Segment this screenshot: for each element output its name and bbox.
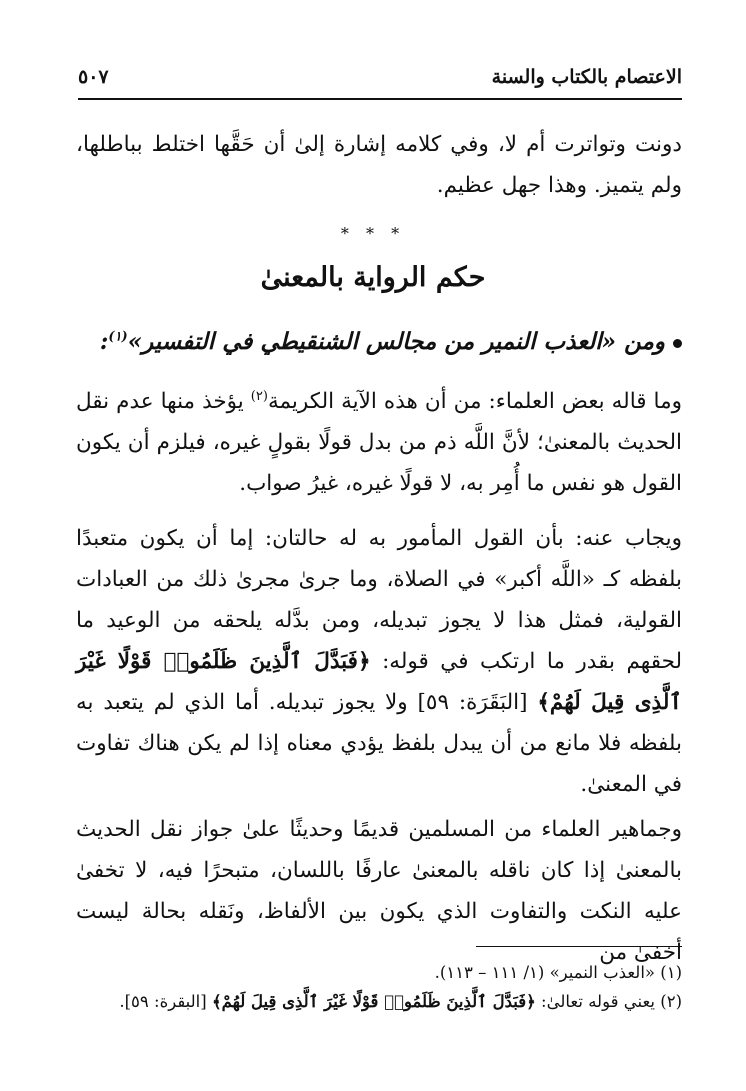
claim-text-b: يؤخذ منها عدم نقل الحديث بالمعنىٰ؛ لأنَّ اللَّه ذم من بدل قولًا بقولٍ غيره، فيلزم أن يكون القول هو نفس ما أُمِر به، لا قولًا غيره، غيرُ صواب. — [76, 389, 682, 496]
source-colon: : — [99, 328, 109, 355]
paragraph-answer — [76, 518, 682, 805]
source-line — [76, 328, 682, 355]
footnote-rule — [476, 946, 682, 947]
footnote-ref-1: (١) — [108, 329, 128, 345]
page-number: ٥٠٧ — [78, 66, 109, 88]
paragraph-claim — [76, 381, 682, 504]
running-title: الاعتصام بالكتاب والسنة — [491, 66, 682, 88]
source-title: ومن «العذب النمير من مجالس الشنقيطي في التفسير» — [127, 328, 665, 355]
section-title: حكم الرواية بالمعنىٰ — [260, 262, 486, 293]
footnote-ref-2: (٢) — [250, 388, 268, 404]
footnote-2-verse: ﴿فَبَدَّلَ ٱلَّذِينَ ظَلَمُوا۟ قَوْلًا غَيْرَ ٱلَّذِى قِيلَ لَهُمْ﴾ — [211, 992, 536, 1011]
footnote-2-ref: [البقرة: ٥٩]. — [119, 992, 212, 1011]
bullet-icon — [673, 339, 682, 348]
section-separator: * * * — [340, 224, 406, 243]
verse-reference: [البَقَرَة: ٥٩] — [407, 690, 538, 715]
answer-text-b: ولا يجوز تبديله. أما الذي لم يتعبد به بلفظه فلا مانع من أن يبدل بلفظ يؤدي معناه إذا لم يكن هناك تفاوت في المعنىٰ. — [76, 690, 682, 797]
footnote-2 — [76, 987, 682, 1016]
footnotes — [76, 958, 682, 1016]
header-rule — [78, 98, 682, 100]
paragraph-continuation: دونت وتواترت أم لا، وفي كلامه إشارة إلىٰ أن حَقَّها اختلط بباطلها، ولم يتميز. وهذا جهل عظيم. — [76, 132, 682, 198]
quran-verse: ﴿فَبَدَّلَ ٱلَّذِينَ ظَلَمُوا۟ قَوْلًا غَيْرَ ٱلَّذِى قِيلَ لَهُمْ﴾ — [76, 649, 682, 715]
footnote-1: (١) «العذب النمير» (١/ ١١١ – ١١٣). — [434, 963, 682, 982]
claim-text-a: وما قاله بعض العلماء: من أن هذه الآية الكريمة — [267, 389, 682, 414]
answer-text-a: ويجاب عنه: بأن القول المأمور به له حالتان: إما أن يكون متعبدًا بلفظه كـ «اللَّه أكبر» في الصلاة، وما جرىٰ مجرىٰ ذلك من العبادات القولية، فمثل هذا لا يجوز تبديله، ومن بدَّله يلحقه من الوعيد ما لحقهم بقدر ما ارتكب في قوله: — [76, 526, 682, 674]
footnote-2-text: (٢) يعني قوله تعالىٰ: — [535, 992, 682, 1011]
paragraph-majority: وجماهير العلماء من المسلمين قديمًا وحديثًا علىٰ جواز نقل الحديث بالمعنىٰ إذا كان ناقله بالمعنىٰ عارفًا باللسان، متبحرًا فيه، لا تخفىٰ عليه النكت والتفاوت الذي يكون بين الألفاظ، ونَقله بحالة ليست أخفىٰ من — [76, 817, 682, 965]
running-header — [78, 62, 682, 92]
